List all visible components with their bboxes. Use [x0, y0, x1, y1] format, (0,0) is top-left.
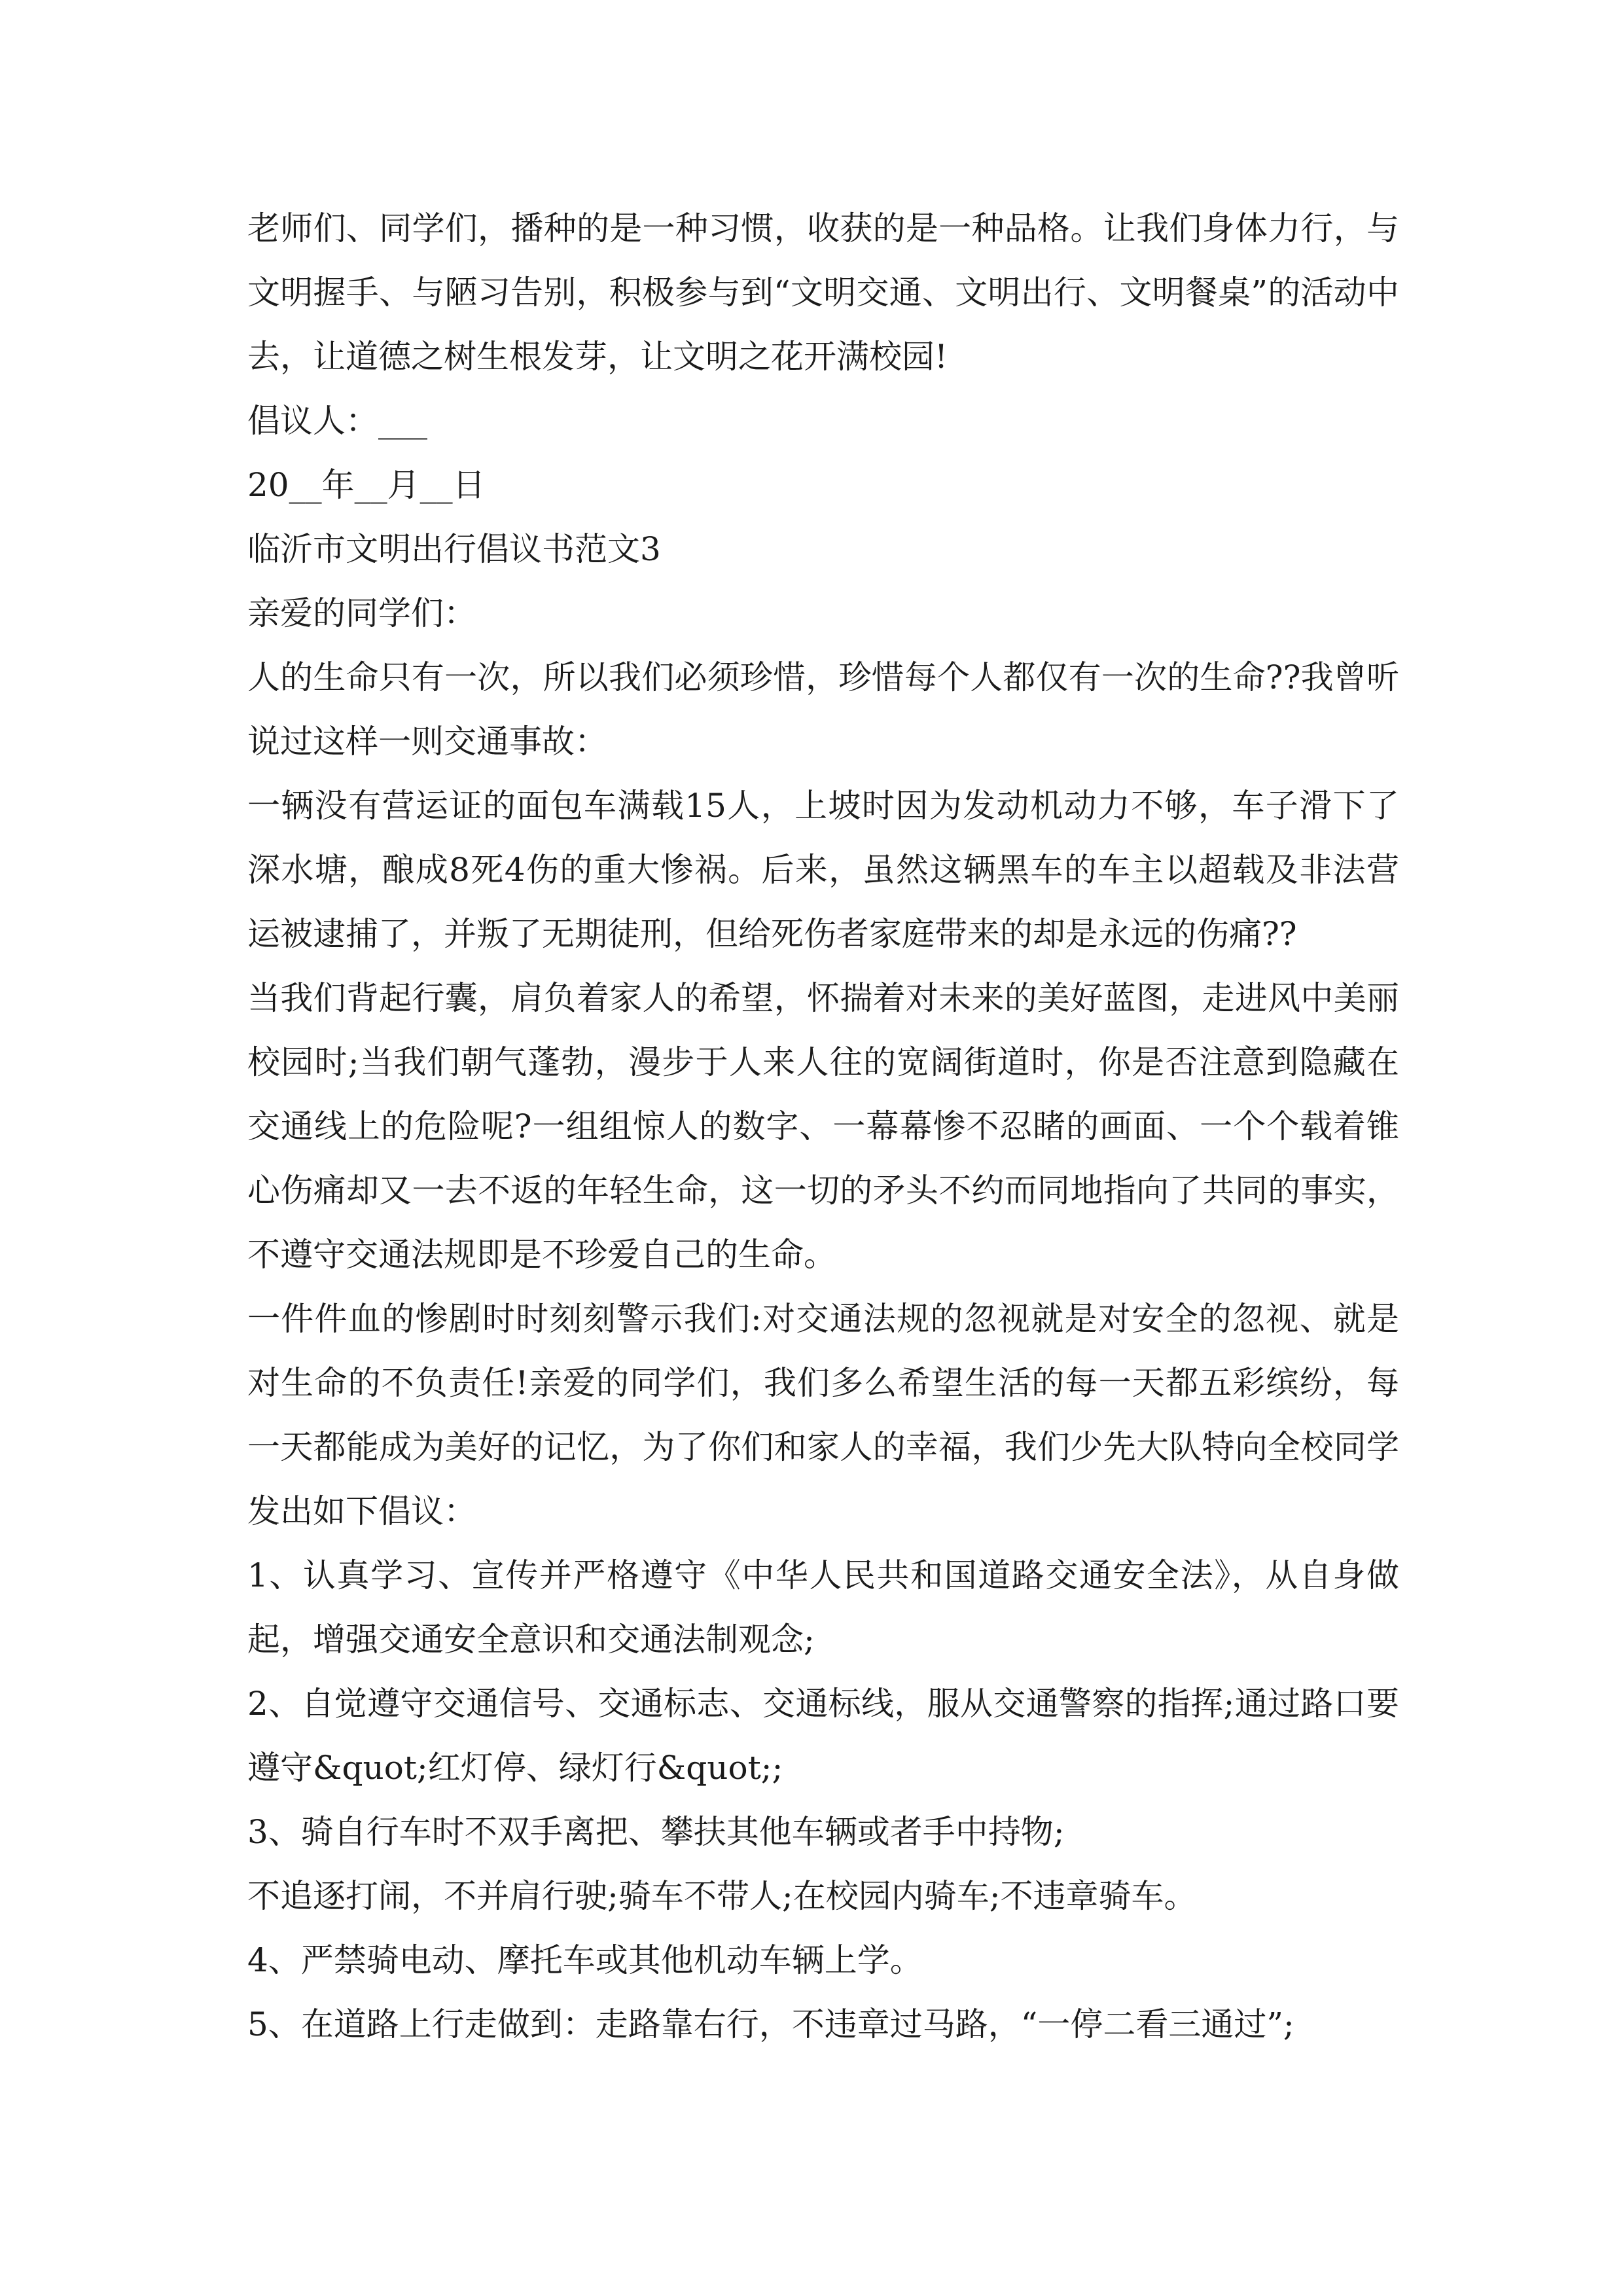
document-body [247, 196, 1399, 2056]
date-line: 20__年__月__日 [247, 466, 486, 504]
closing-paragraph: 老师们、同学们，播种的是一种习惯，收获的是一种品格。让我们身体力行，与文明握手、与陋习告别，积极参与到“文明交通、文明出行、文明餐桌”的活动中去，让道德之树生根发芽，让文明之花开满校园! [247, 209, 1399, 376]
proposal-item-1: 1、认真学习、宣传并严格遵守《中华人民共和国道路交通安全法》，从自身做起，增强交通安全意识和交通法制观念; [247, 1556, 1399, 1659]
proposal-item-2: 2、自觉遵守交通信号、交通标志、交通标线，服从交通警察的指挥;通过路口要遵守&quot;红灯停、绿灯行&quot;; [247, 1685, 1399, 1787]
warning-paragraph: 一件件血的惨剧时时刻刻警示我们:对交通法规的忽视就是对安全的忽视、就是对生命的不负责任!亲爱的同学们，我们多么希望生活的每一天都五彩缤纷，每一天都能成为美好的记忆，为了你们和家人的幸福，我们少先大队特向全校同学发出如下倡议： [247, 1300, 1399, 1530]
proposal-item-3: 3、骑自行车时不双手离把、攀扶其他车辆或者手中持物; [247, 1813, 1065, 1851]
proposal-item-5: 5、在道路上行走做到：走路靠右行，不违章过马路，“一停二看三通过”; [247, 2005, 1294, 2043]
section-title: 临沂市文明出行倡议书范文3 [247, 530, 661, 568]
intro-paragraph: 人的生命只有一次，所以我们必须珍惜，珍惜每个人都仅有一次的生命??我曾听说过这样一则交通事故： [247, 658, 1399, 761]
danger-paragraph: 当我们背起行囊，肩负着家人的希望，怀揣着对未来的美好蓝图，走进风中美丽校园时;当我们朝气蓬勃，漫步于人来人往的宽阔街道时，你是否注意到隐藏在交通线上的危险呢?一组组惊人的数字、一幕幕惨不忍睹的画面、一个个载着锥心伤痛却又一去不返的年轻生命，这一切的矛头不约而同地指向了共同的事实，不遵守交通法规即是不珍爱自己的生命。 [247, 979, 1399, 1274]
accident-paragraph: 一辆没有营运证的面包车满载15人，上坡时因为发动机动力不够，车子滑下了深水塘，酿成8死4伤的重大惨祸。后来，虽然这辆黑车的车主以超载及非法营运被逮捕了，并叛了无期徒刑，但给死伤者家庭带来的却是永远的伤痛?? [247, 787, 1399, 953]
salutation: 亲爱的同学们： [247, 594, 476, 632]
proposal-item-3-continued: 不追逐打闹，不并肩行驶;骑车不带人;在校园内骑车;不违章骑车。 [247, 1877, 1197, 1915]
proposer-line: 倡议人：___ [247, 402, 427, 440]
proposal-item-4: 4、严禁骑电动、摩托车或其他机动车辆上学。 [247, 1941, 923, 1979]
